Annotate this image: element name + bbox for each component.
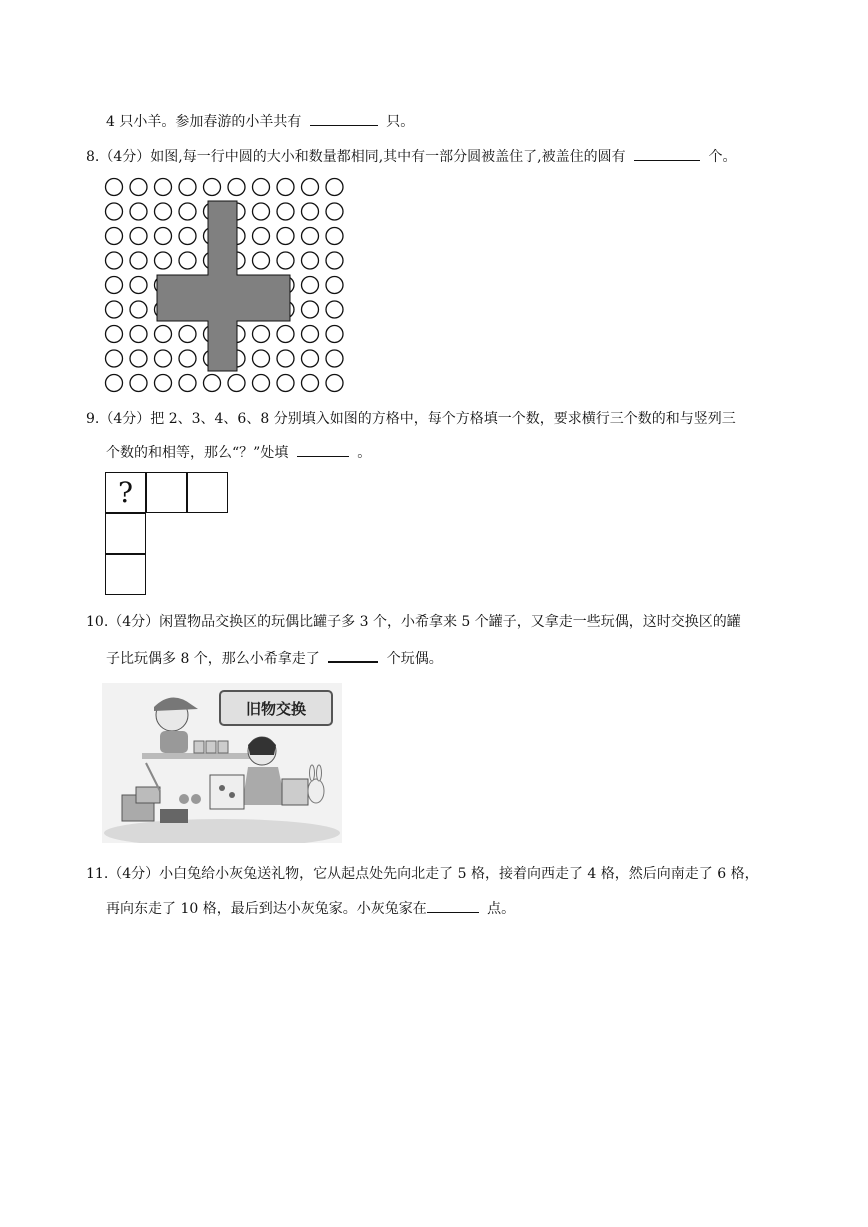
- q11-question-line1: 11.（4分）小白兔给小灰兔送礼物，它从起点处先向北走了 5 格，接着向西走了 4 格，然后向南走了 6 格，: [86, 866, 759, 882]
- circle: [277, 326, 294, 343]
- circle: [277, 179, 294, 196]
- circle: [155, 179, 172, 196]
- circle: [326, 228, 343, 245]
- circle: [326, 301, 343, 318]
- circle: [302, 228, 319, 245]
- circle: [253, 179, 270, 196]
- circle: [155, 350, 172, 367]
- circle: [253, 228, 270, 245]
- circle: [130, 375, 147, 392]
- q10-question-line2: [106, 647, 443, 669]
- circle: [326, 203, 343, 220]
- circle: [326, 179, 343, 196]
- circle: [130, 301, 147, 318]
- circle: [326, 252, 343, 269]
- q8-unit: 个。: [708, 149, 737, 165]
- circle: [277, 228, 294, 245]
- circle: [106, 203, 123, 220]
- q8-question: [86, 146, 737, 167]
- circle: [302, 252, 319, 269]
- q7-tail-text: 4 只小羊。参加春游的小羊共有: [106, 114, 302, 130]
- circle: [106, 375, 123, 392]
- circle: [326, 375, 343, 392]
- circle: [179, 179, 196, 196]
- circle: [302, 375, 319, 392]
- q11-unit: 点。: [487, 901, 516, 917]
- circle: [228, 179, 245, 196]
- circle: [155, 203, 172, 220]
- q9-question-line1: 9.（4分）把 2、3、4、6、8 分别填入如图的方格中，每个方格填一个数，要求横行三个数的和与竖列三: [86, 411, 736, 427]
- circle: [130, 179, 147, 196]
- circle: [204, 375, 221, 392]
- covered-circles-figure: [100, 175, 350, 397]
- circle: [130, 252, 147, 269]
- sign-text: 旧物交换: [245, 700, 307, 718]
- circle: [253, 350, 270, 367]
- q10-question-line1: 10.（4分）闲置物品交换区的玩偶比罐子多 3 个，小希拿来 5 个罐子，又拿走一些玩偶，这时交换区的罐: [86, 614, 741, 630]
- q10-text: 子比玩偶多 8 个，那么小希拿走了: [106, 651, 320, 667]
- circle: [106, 277, 123, 294]
- circle: [179, 252, 196, 269]
- circle: [204, 179, 221, 196]
- circle: [130, 203, 147, 220]
- circle: [302, 301, 319, 318]
- circle: [302, 277, 319, 294]
- circle: [155, 228, 172, 245]
- circle: [179, 228, 196, 245]
- q10-answer-blank[interactable]: [328, 647, 378, 663]
- circle: [179, 326, 196, 343]
- q8-answer-blank[interactable]: [634, 146, 700, 161]
- circle: [106, 301, 123, 318]
- circle: [253, 252, 270, 269]
- circle: [302, 326, 319, 343]
- circle: [253, 326, 270, 343]
- circle: [179, 350, 196, 367]
- circle: [326, 326, 343, 343]
- q11-question-line2: [106, 898, 515, 919]
- circle: [302, 203, 319, 220]
- grid-cell-row-3: [187, 472, 228, 513]
- circle: [155, 375, 172, 392]
- q11-answer-blank[interactable]: [427, 898, 479, 913]
- circle: [130, 350, 147, 367]
- circle: [106, 228, 123, 245]
- q10-unit: 个玩偶。: [386, 651, 443, 667]
- q9-end: 。: [357, 445, 372, 461]
- circle: [228, 375, 245, 392]
- circle: [130, 228, 147, 245]
- circle: [155, 326, 172, 343]
- q7-tail-line: [106, 111, 414, 132]
- circle: [106, 326, 123, 343]
- circle: [253, 375, 270, 392]
- circle: [326, 350, 343, 367]
- circle: [130, 277, 147, 294]
- q9-question-line2: [106, 442, 371, 463]
- q7-answer-blank[interactable]: [310, 111, 378, 126]
- grid-cell-row-2: [146, 472, 187, 513]
- exchange-illustration: [102, 683, 342, 843]
- circle: [253, 203, 270, 220]
- circle: [277, 203, 294, 220]
- circle: [179, 203, 196, 220]
- q7-unit: 只。: [386, 114, 415, 130]
- grid-cell-col-3: [105, 554, 146, 595]
- circle: [302, 179, 319, 196]
- circle: [179, 375, 196, 392]
- circle: [302, 350, 319, 367]
- circle: [155, 252, 172, 269]
- grid-cell-col-2: [105, 513, 146, 554]
- grid-cell-question: ?: [105, 472, 146, 513]
- circle: [277, 252, 294, 269]
- q8-text: 8.（4分）如图,每一行中圆的大小和数量都相同,其中有一部分圆被盖住了,被盖住的圆有: [86, 149, 626, 165]
- circle: [106, 252, 123, 269]
- circle: [106, 179, 123, 196]
- circle: [326, 277, 343, 294]
- q11-text: 再向东走了 10 格，最后到达小灰兔家。小灰兔家在: [106, 901, 427, 917]
- q9-answer-blank[interactable]: [297, 442, 349, 457]
- circle: [130, 326, 147, 343]
- circle: [277, 350, 294, 367]
- gray-cross-cover: [157, 201, 290, 371]
- circle: [277, 375, 294, 392]
- q9-text: 个数的和相等，那么“？”处填: [106, 445, 289, 461]
- circle: [106, 350, 123, 367]
